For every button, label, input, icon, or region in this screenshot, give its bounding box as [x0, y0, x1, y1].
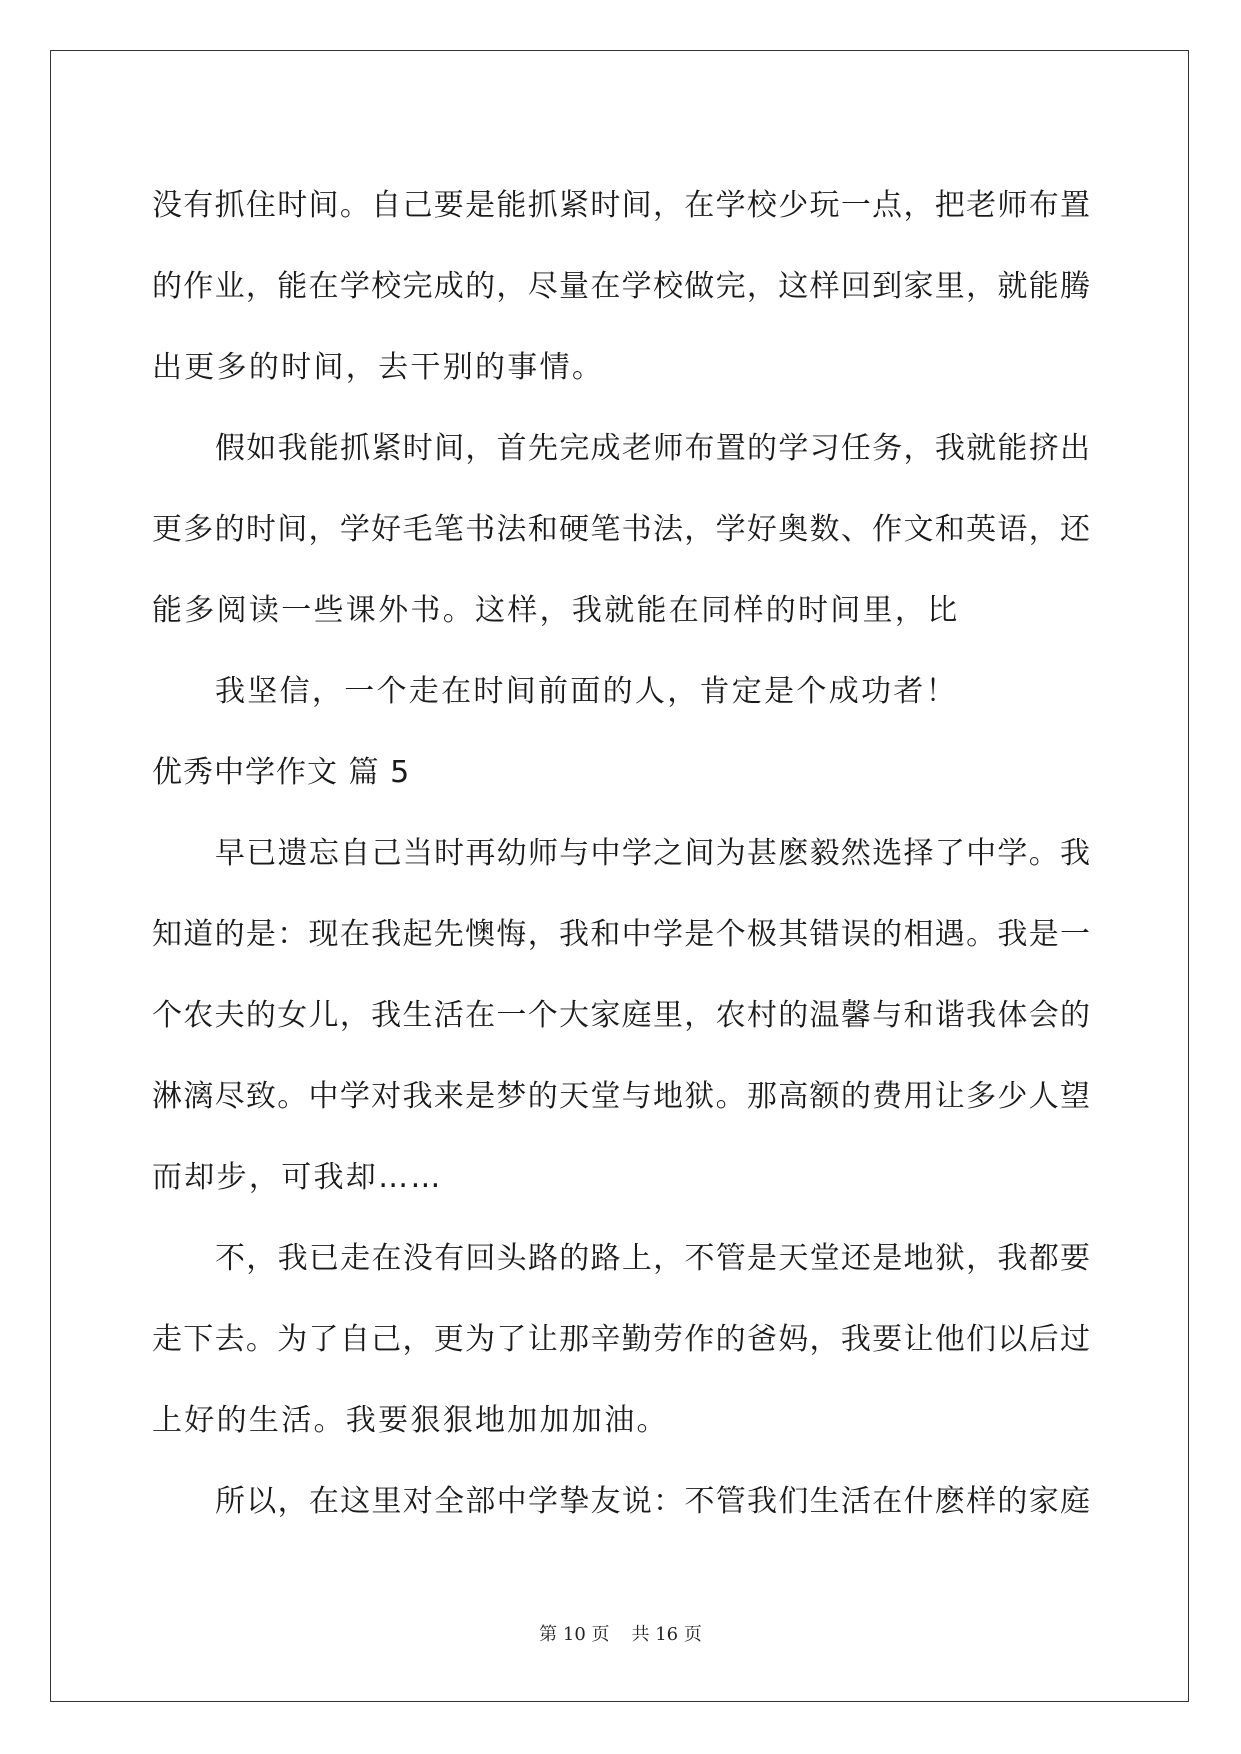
text-line: 更多的时间，学好毛笔书法和硬笔书法，学好奥数、作文和英语，还 — [152, 512, 1090, 547]
text-line: 淋漓尽致。中学对我来是梦的天堂与地狱。那高额的费用让多少人望 — [152, 1079, 1090, 1114]
text-line: 能多阅读一些课外书。这样，我就能在同样的时间里，比 — [152, 593, 960, 628]
paragraph-start-line: 不，我已走在没有回头路的路上，不管是天堂还是地狱，我都要 — [215, 1241, 1090, 1276]
document-body — [152, 165, 1090, 1542]
paragraph-start-line: 我坚信，一个走在时间前面的人，肯定是个成功者！ — [215, 674, 958, 709]
text-line: 知道的是：现在我起先懊悔，我和中学是个极其错误的相遇。我是一 — [152, 917, 1090, 952]
current-page-number: 第 10 页 — [539, 1624, 610, 1645]
text-line: 上好的生活。我要狠狠地加加加油。 — [152, 1403, 669, 1438]
total-pages: 共 16 页 — [631, 1624, 702, 1645]
text-line: 而却步，可我却…… — [152, 1160, 443, 1195]
text-line: 的作业，能在学校完成的，尽量在学校做完，这样回到家里，就能腾 — [152, 269, 1090, 304]
text-line: 个农夫的女儿，我生活在一个大家庭里，农村的温馨与和谐我体会的 — [152, 998, 1090, 1033]
paragraph-start-line: 早已遗忘自己当时再幼师与中学之间为甚麽毅然选择了中学。我 — [215, 836, 1090, 871]
section-heading: 优秀中学作文 篇 5 — [152, 755, 411, 790]
text-line: 走下去。为了自己，更为了让那辛勤劳作的爸妈，我要让他们以后过 — [152, 1322, 1090, 1357]
text-line: 出更多的时间，去干别的事情。 — [152, 350, 605, 385]
paragraph-start-line: 假如我能抓紧时间，首先完成老师布置的学习任务，我就能挤出 — [215, 431, 1090, 466]
paragraph-start-line: 所以，在这里对全部中学挚友说：不管我们生活在什麽样的家庭 — [215, 1484, 1090, 1519]
text-line: 没有抓住时间。自己要是能抓紧时间，在学校少玩一点，把老师布置 — [152, 188, 1090, 223]
page-footer — [0, 1620, 1241, 1646]
